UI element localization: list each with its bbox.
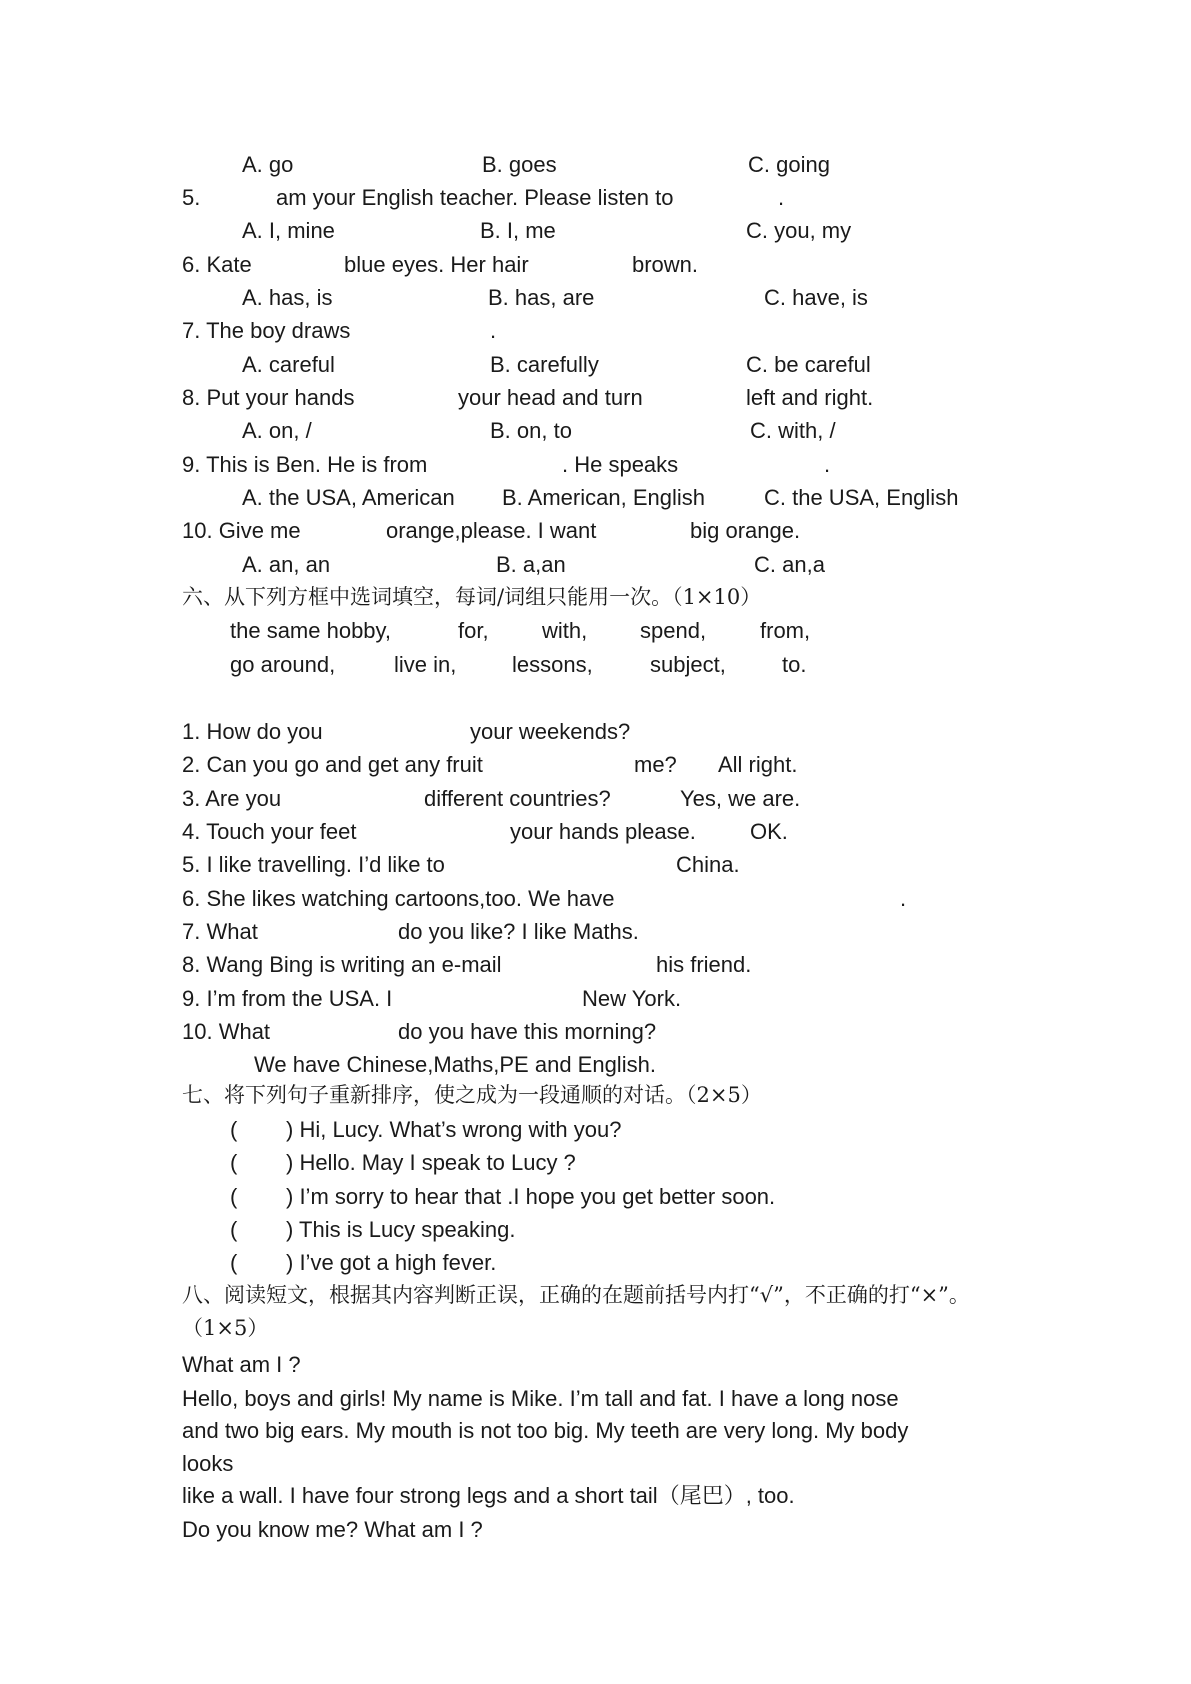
item-text: OK.: [750, 819, 788, 844]
option-b: B. has, are: [488, 285, 595, 310]
word-bank-row-1: [0, 616, 1191, 646]
question-text: 10. Give me: [182, 518, 301, 543]
item-text: different countries?: [424, 786, 611, 811]
option-a: A. has, is: [242, 285, 333, 310]
question-10: [0, 516, 1191, 546]
sentence-text: ) Hello. May I speak to Lucy ?: [286, 1150, 576, 1175]
question-text: .: [824, 452, 831, 477]
question-text: blue eyes. Her hair: [344, 252, 529, 277]
passage-text: Do you know me? What am I ?: [182, 1517, 483, 1542]
item-text: 8. Wang Bing is writing an e-mail: [182, 952, 502, 977]
word-bank-item: live in,: [394, 652, 457, 677]
item-text: your hands please.: [510, 819, 696, 844]
fill-item-1: [0, 717, 1191, 747]
passage-line: [0, 1416, 1191, 1446]
q5-options: [0, 216, 1191, 246]
question-text: left and right.: [746, 385, 874, 410]
option-a: A. an, an: [242, 552, 331, 577]
option-c: C. going: [748, 152, 830, 177]
question-text: brown.: [632, 252, 699, 277]
sentence-text: ) This is Lucy speaking.: [286, 1217, 516, 1242]
section-heading: 六、从下列方框中选词填空，每词/词组只能用一次。（1×10）: [182, 585, 762, 609]
fill-item-2: [0, 750, 1191, 780]
item-text: Yes, we are.: [680, 786, 801, 811]
item-text: 9. I’m from the USA. I: [182, 986, 393, 1011]
option-c: C. be careful: [746, 352, 871, 377]
answer-bracket[interactable]: (: [230, 1150, 238, 1175]
passage-text: like a wall. I have four strong legs and a short tail（尾巴）, too.: [182, 1483, 795, 1508]
item-text: his friend.: [656, 952, 752, 977]
option-b: B. I, me: [480, 218, 556, 243]
word-bank-item: the same hobby,: [230, 618, 392, 643]
item-text: 1. How do you: [182, 719, 323, 744]
item-text: me?: [634, 752, 677, 777]
option-c: C. have, is: [764, 285, 868, 310]
answer-bracket[interactable]: (: [230, 1184, 238, 1209]
reorder-item: [0, 1115, 1191, 1145]
q4-options: [0, 150, 1191, 180]
answer-bracket[interactable]: (: [230, 1117, 238, 1142]
fill-item-4: [0, 817, 1191, 847]
passage-title: [0, 1350, 1191, 1380]
passage-line: [0, 1481, 1191, 1511]
section-points: （1×5）: [182, 1316, 269, 1340]
passage-line: [0, 1449, 1191, 1479]
question-text: .: [778, 185, 785, 210]
section-8-heading: [0, 1280, 1191, 1310]
fill-item-9: [0, 984, 1191, 1014]
option-c: C. with, /: [750, 418, 836, 443]
passage-text: Hello, boys and girls! My name is Mike. I’m tall and fat. I have a long nose: [182, 1386, 899, 1411]
question-text: . He speaks: [562, 452, 679, 477]
item-text: 5. I like travelling. I’d like to: [182, 852, 445, 877]
word-bank-item: subject,: [650, 652, 726, 677]
word-bank-item: from,: [760, 618, 811, 643]
question-text: orange,please. I want: [386, 518, 597, 543]
answer-bracket[interactable]: (: [230, 1250, 238, 1275]
section-7-heading: [0, 1080, 1191, 1110]
word-bank-item: with,: [542, 618, 588, 643]
section-8-points: [0, 1313, 1191, 1343]
option-c: C. you, my: [746, 218, 852, 243]
reorder-item: [0, 1182, 1191, 1212]
word-bank-item: to.: [782, 652, 807, 677]
question-5: [0, 183, 1191, 213]
option-b: B. American, English: [502, 485, 705, 510]
question-text: .: [490, 318, 497, 343]
option-c: C. the USA, English: [764, 485, 959, 510]
item-text: do you have this morning?: [398, 1019, 657, 1044]
option-a: A. on, /: [242, 418, 312, 443]
option-b: B. carefully: [490, 352, 599, 377]
option-a: A. I, mine: [242, 218, 335, 243]
passage-line: [0, 1384, 1191, 1414]
item-text: 10. What: [182, 1019, 271, 1044]
question-text: 9. This is Ben. He is from: [182, 452, 428, 477]
option-b: B. goes: [482, 152, 557, 177]
q10-options: [0, 550, 1191, 580]
question-text: 8. Put your hands: [182, 385, 355, 410]
item-text: do you like? I like Maths.: [398, 919, 639, 944]
question-7: [0, 316, 1191, 346]
question-9: [0, 450, 1191, 480]
item-text: 4. Touch your feet: [182, 819, 357, 844]
item-text: All right.: [718, 752, 798, 777]
item-text: 6. She likes watching cartoons,too. We have: [182, 886, 615, 911]
q9-options: [0, 483, 1191, 513]
fill-item-10: [0, 1017, 1191, 1047]
question-6: [0, 250, 1191, 280]
sentence-text: ) I’ve got a high fever.: [286, 1250, 497, 1275]
passage-line: [0, 1515, 1191, 1545]
sentence-text: ) Hi, Lucy. What’s wrong with you?: [286, 1117, 622, 1142]
word-bank-item: go around,: [230, 652, 336, 677]
question-number: 5.: [182, 185, 201, 210]
item-text: 3. Are you: [182, 786, 282, 811]
fill-item-10-answer: [0, 1050, 1191, 1080]
question-text: your head and turn: [458, 385, 643, 410]
q8-options: [0, 416, 1191, 446]
word-bank-row-2: [0, 650, 1191, 680]
reorder-item: [0, 1148, 1191, 1178]
question-8: [0, 383, 1191, 413]
item-text: your weekends?: [470, 719, 631, 744]
word-bank-item: for,: [458, 618, 489, 643]
q6-options: [0, 283, 1191, 313]
item-text: New York.: [582, 986, 682, 1011]
option-a: A. go: [242, 152, 294, 177]
option-b: B. a,an: [496, 552, 566, 577]
question-text: 7. The boy draws: [182, 318, 351, 343]
option-b: B. on, to: [490, 418, 572, 443]
question-text: am your English teacher. Please listen to: [276, 185, 674, 210]
passage-text: looks: [182, 1451, 234, 1476]
item-text: 7. What: [182, 919, 258, 944]
q7-options: [0, 350, 1191, 380]
item-text: 2. Can you go and get any fruit: [182, 752, 483, 777]
option-c: C. an,a: [754, 552, 825, 577]
question-text: 6. Kate: [182, 252, 252, 277]
fill-item-3: [0, 784, 1191, 814]
sentence-text: ) I’m sorry to hear that .I hope you get better soon.: [286, 1184, 776, 1209]
fill-item-8: [0, 950, 1191, 980]
item-text: .: [900, 886, 907, 911]
section-heading: 七、将下列句子重新排序，使之成为一段通顺的对话。（2×5）: [182, 1083, 762, 1107]
word-bank-item: lessons,: [512, 652, 593, 677]
passage-title-text: What am I ?: [182, 1352, 301, 1377]
section-6-heading: [0, 582, 1191, 612]
option-a: A. careful: [242, 352, 335, 377]
section-heading: 八、阅读短文，根据其内容判断正误，正确的在题前括号内打“√”，不正确的打“×”。: [182, 1283, 970, 1307]
reorder-item: [0, 1215, 1191, 1245]
option-a: A. the USA, American: [242, 485, 455, 510]
item-text: China.: [676, 852, 740, 877]
fill-item-7: [0, 917, 1191, 947]
word-bank-item: spend,: [640, 618, 707, 643]
item-text: We have Chinese,Maths,PE and English.: [254, 1052, 656, 1077]
reorder-item: [0, 1248, 1191, 1278]
passage-text: and two big ears. My mouth is not too big. My teeth are very long. My body: [182, 1418, 909, 1443]
fill-item-5: [0, 850, 1191, 880]
answer-bracket[interactable]: (: [230, 1217, 238, 1242]
question-text: big orange.: [690, 518, 801, 543]
fill-item-6: [0, 884, 1191, 914]
